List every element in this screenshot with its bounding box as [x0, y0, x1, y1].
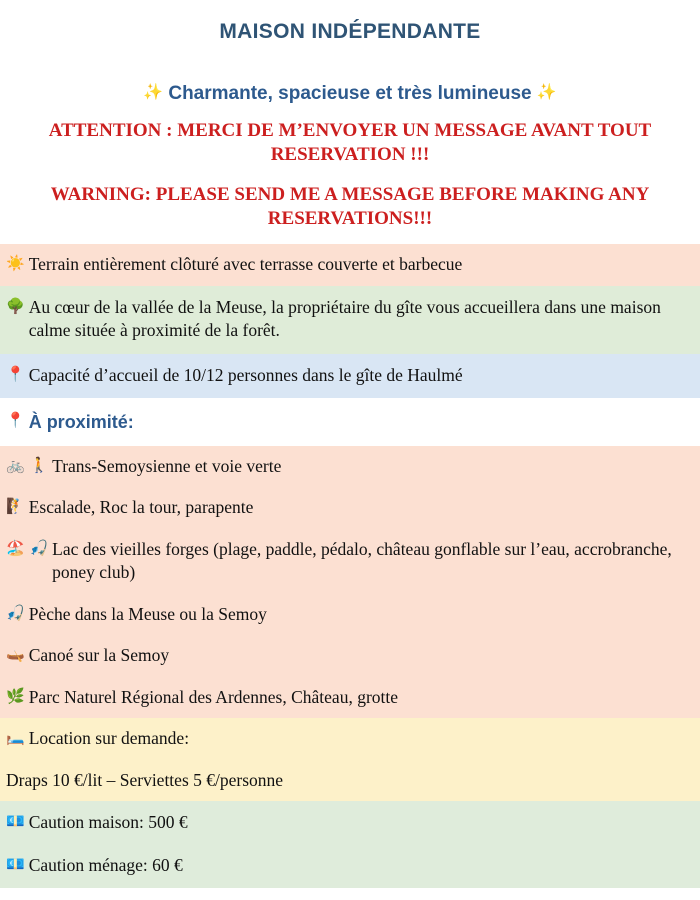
tagline: [0, 47, 700, 113]
section-band-mint: [0, 801, 700, 888]
info-row: [0, 801, 700, 844]
sun-icon: ☀️: [6, 254, 25, 273]
info-row-text: Caution ménage: 60 €: [28, 855, 183, 876]
info-row: [0, 398, 700, 446]
sections-container: [0, 244, 700, 888]
section-band-white: [0, 398, 700, 446]
info-row-text: Lac des vieilles forges (plage, paddle, pédalo, château gonflable sur l’eau, accrobranche, poney club): [52, 538, 672, 583]
sparkles-icon-left: ✨: [143, 82, 164, 102]
tree-icon: 🌳: [6, 296, 25, 315]
section-band-green: [0, 286, 700, 355]
info-row-text: Au cœur de la vallée de la Meuse, la propriétaire du gîte vous accueillera dans une maison calme située à proximité de la forêt.: [28, 296, 661, 341]
herb-icon: 🌿: [6, 686, 25, 705]
sparkles-icon-right: ✨: [536, 82, 557, 102]
warning-english: WARNING: PLEASE SEND ME A MESSAGE BEFORE MAKING ANY RESERVATIONS!!!: [50, 184, 650, 229]
section-band-yellow: [0, 718, 700, 801]
section-band-peach: [0, 244, 700, 285]
info-row: [0, 244, 700, 285]
section-band-peach: [0, 446, 700, 718]
fishing-icon: 🎣: [6, 603, 25, 622]
info-row: [0, 354, 700, 397]
info-row-text: Terrain entièrement clôturé avec terrasse couverte et barbecue: [28, 254, 463, 275]
document-header: [0, 0, 700, 244]
info-row: [0, 594, 700, 635]
info-row-text: Capacité d’accueil de 10/12 personnes dans le gîte de Haulmé: [28, 365, 463, 386]
climber-icon: 🧗: [6, 497, 25, 516]
info-row: [0, 286, 700, 355]
section-heading-label: À proximité:: [28, 411, 134, 432]
info-row: [0, 487, 700, 528]
euro-banknote-icon: 💶: [6, 855, 25, 874]
map-pin-icon: 📍: [6, 365, 25, 384]
info-row: [0, 760, 700, 801]
info-row: [0, 446, 700, 487]
info-row: [0, 529, 700, 594]
info-row-text: Draps 10 €/lit – Serviettes 5 €/personne: [6, 769, 284, 790]
info-row-text: Location sur demande:: [28, 728, 190, 749]
info-row: [0, 677, 700, 718]
page-title: MAISON INDÉPENDANTE: [219, 20, 481, 43]
bicycle-walker-icon: 🚲 🚶: [6, 456, 49, 475]
info-row-text: Canoé sur la Semoy: [28, 645, 170, 666]
tagline-text: Charmante, spacieuse et très lumineuse: [168, 83, 532, 105]
warning-french: ATTENTION : MERCI DE M’ENVOYER UN MESSAGE AVANT TOUT RESERVATION !!!: [48, 119, 652, 165]
info-row-text: Parc Naturel Régional des Ardennes, Château, grotte: [28, 686, 399, 707]
section-band-blue: [0, 354, 700, 397]
beach-fishing-icon: 🏖️ 🎣: [6, 538, 49, 557]
info-row: [0, 635, 700, 676]
info-row: [0, 718, 700, 759]
map-pin-icon: 📍: [6, 410, 25, 429]
info-row-text: Escalade, Roc la tour, parapente: [28, 497, 254, 518]
info-row-text: Caution maison: 500 €: [28, 811, 188, 832]
canoe-icon: 🛶: [6, 645, 25, 664]
euro-banknote-icon: 💶: [6, 811, 25, 830]
bed-icon: 🛏️: [6, 728, 25, 747]
info-row-text: Trans-Semoysienne et voie verte: [52, 456, 282, 477]
info-row: [0, 844, 700, 887]
info-row-text: Pèche dans la Meuse ou la Semoy: [28, 603, 267, 624]
